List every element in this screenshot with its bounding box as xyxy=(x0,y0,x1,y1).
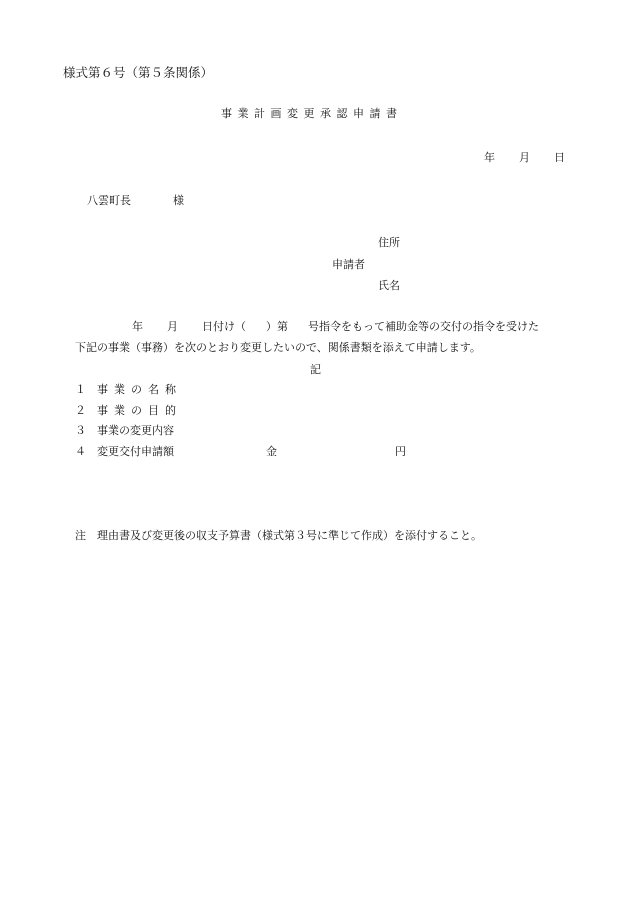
note-text: 理由書及び変更後の収支予算書（様式第３号に準じて作成）を添付すること。 xyxy=(97,529,482,542)
form-number: 様式第６号（第５条関係） xyxy=(63,65,214,80)
item-label: 事業の名称 xyxy=(97,383,182,396)
addressee-honorific: 様 xyxy=(173,194,184,207)
date-line xyxy=(484,152,565,163)
note-label: 注 xyxy=(75,529,86,542)
name-label: 氏名 xyxy=(378,279,400,292)
list-item xyxy=(75,405,182,416)
body-line-1 xyxy=(132,321,539,332)
list-item xyxy=(75,425,174,436)
item-label: 事業の目的 xyxy=(97,404,182,417)
item-number: ４ xyxy=(75,445,86,458)
address-label: 住所 xyxy=(378,236,400,249)
amount-prefix: 金 xyxy=(266,445,277,458)
amount-suffix: 円 xyxy=(395,445,406,458)
list-item xyxy=(75,384,182,395)
item-number: １ xyxy=(75,383,86,396)
body-directive: 号指令をもって補助金等の交付の指令を受けた xyxy=(308,320,539,333)
date-month: 月 xyxy=(519,151,530,164)
ki-heading: 記 xyxy=(310,363,321,376)
item-number: ３ xyxy=(75,424,86,437)
item-label: 変更交付申請額 xyxy=(97,445,174,458)
body-request: 下記の事業（事務）を次のとおり変更したいので、関係書類を添えて申請します。 xyxy=(75,341,481,354)
date-day: 日 xyxy=(554,151,565,164)
body-dated: 日付け（ xyxy=(202,320,246,333)
note xyxy=(75,530,482,541)
item-label: 事業の変更内容 xyxy=(97,424,174,437)
addressee-name: 八雲町長 xyxy=(87,194,131,207)
list-item xyxy=(75,446,406,457)
item-number: ２ xyxy=(75,404,86,417)
document-title: 事業計画変更承認申請書 xyxy=(221,107,403,120)
body-month: 月 xyxy=(167,320,178,333)
body-line-2 xyxy=(75,342,481,353)
body-number-prefix: ）第 xyxy=(266,320,288,333)
addressee xyxy=(87,195,184,206)
applicant-label: 申請者 xyxy=(332,258,365,271)
body-year: 年 xyxy=(132,320,143,333)
date-year: 年 xyxy=(484,151,495,164)
